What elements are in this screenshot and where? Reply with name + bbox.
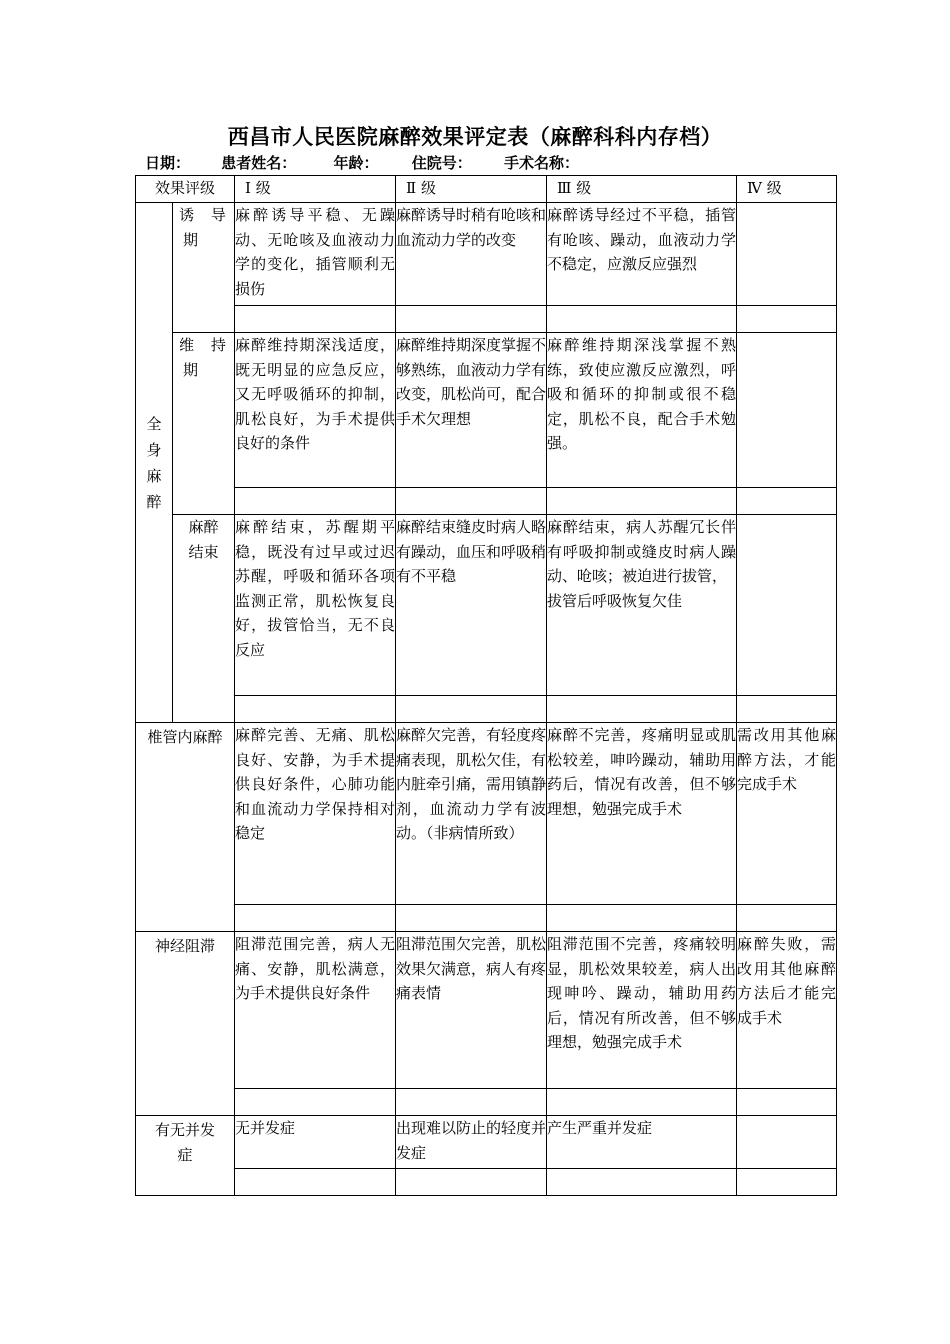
cell-complication-l4 bbox=[737, 1116, 837, 1169]
blank-cell bbox=[547, 488, 737, 515]
cell-maintenance-l3: 麻醉维持期深浅掌握不熟练，致使应激反应激烈，呼吸和循环的抑制或很不稳定，肌松不良，配合手术勉强。 bbox=[547, 333, 737, 488]
patient-name-label: 患者姓名： bbox=[221, 154, 297, 172]
surgery-name-label: 手术名称： bbox=[504, 154, 580, 172]
blank-cell bbox=[737, 905, 837, 932]
general-char: 全 bbox=[146, 414, 162, 433]
date-label: 日期： bbox=[145, 154, 191, 172]
complication-label: 有无并发症 bbox=[136, 1116, 235, 1196]
general-char: 麻 bbox=[146, 466, 162, 485]
blank-cell bbox=[235, 1169, 396, 1196]
table-row bbox=[136, 333, 837, 488]
cell-complication-l2: 出现难以防止的轻度并发症 bbox=[396, 1116, 547, 1169]
blank-row bbox=[136, 905, 837, 932]
cell-end-l4 bbox=[737, 515, 837, 696]
table-row bbox=[136, 723, 837, 905]
blank-cell bbox=[235, 306, 396, 333]
form-meta-line bbox=[145, 153, 609, 173]
blank-cell bbox=[396, 488, 547, 515]
blank-cell bbox=[396, 1089, 547, 1116]
header-level-2: Ⅱ 级 bbox=[396, 176, 547, 203]
blank-cell bbox=[737, 306, 837, 333]
blank-cell bbox=[235, 488, 396, 515]
blank-cell bbox=[737, 696, 837, 723]
cell-end-l3-part1: 麻醉结束，病人苏醒冗长伴有呼吸抑制或缝皮时病人躁动、呛咳；被迫进行拔管， bbox=[547, 518, 737, 585]
blank-cell bbox=[547, 696, 737, 723]
cell-nerve-l2: 阻滞范围欠完善，肌松效果欠满意，病人有疼痛表情 bbox=[396, 932, 547, 1089]
table-row bbox=[136, 515, 837, 696]
phase-label-line: 维 持 bbox=[179, 336, 232, 354]
cell-complication-l1: 无并发症 bbox=[235, 1116, 396, 1169]
table-row bbox=[136, 932, 837, 1089]
general-anesthesia-label bbox=[136, 203, 173, 723]
cell-complication-l3: 产生严重并发症 bbox=[547, 1116, 737, 1169]
spinal-anesthesia-label: 椎管内麻醉 bbox=[136, 723, 235, 932]
blank-row bbox=[136, 696, 837, 723]
phase-label-line: 期 bbox=[183, 230, 199, 249]
cell-nerve-l3: 阻滞范围不完善，疼痛较明显，肌松效果较差，病人出现呻吟、躁动，辅助用药后，情况有所改善，但不够理想，勉强完成手术 bbox=[547, 932, 737, 1089]
admission-number-label: 住院号： bbox=[411, 154, 472, 172]
cell-induction-l2: 麻醉诱导时稍有呛咳和血流动力学的改变 bbox=[396, 203, 547, 306]
cell-end-l2: 麻醉结束缝皮时病人略有躁动，血压和呼吸稍有不平稳 bbox=[396, 515, 547, 696]
blank-cell bbox=[547, 1169, 737, 1196]
blank-row bbox=[136, 1089, 837, 1116]
cell-spinal-l1: 麻醉完善、无痛、肌松良好、安静，为手术提供良好条件，心肺功能和血流动力学保持相对稳定 bbox=[235, 723, 396, 905]
general-char: 醉 bbox=[146, 492, 162, 511]
blank-cell bbox=[547, 1089, 737, 1116]
header-level-3: Ⅲ 级 bbox=[547, 176, 737, 203]
blank-cell bbox=[396, 1169, 547, 1196]
blank-cell bbox=[547, 306, 737, 333]
blank-cell bbox=[235, 1089, 396, 1116]
cell-end-l3-part2: 拔管后呼吸恢复欠佳 bbox=[547, 591, 683, 610]
table-row bbox=[136, 1116, 837, 1169]
header-rating: 效果评级 bbox=[136, 176, 235, 203]
cell-nerve-l4: 麻醉失败，需改用其他麻醉方法后才能完成手术 bbox=[737, 932, 837, 1089]
cell-nerve-l1: 阻滞范围完善，病人无痛、安静，肌松满意，为手术提供良好条件 bbox=[235, 932, 396, 1089]
cell-end-l3 bbox=[547, 515, 737, 696]
cell-maintenance-l1: 麻醉维持期深浅适度，既无明显的应急反应，又无呼吸循环的抑制，肌松良好，为手术提供良好的条件 bbox=[235, 333, 396, 488]
cell-spinal-l3: 麻醉不完善，疼痛明显或肌松较差，呻吟躁动，辅助用药后，情况有改善，但不够理想，勉强完成手术 bbox=[547, 723, 737, 905]
cell-maintenance-l4 bbox=[737, 333, 837, 488]
blank-cell bbox=[737, 1089, 837, 1116]
blank-cell bbox=[396, 905, 547, 932]
evaluation-table bbox=[135, 175, 837, 1196]
blank-cell bbox=[235, 696, 396, 723]
cell-end-l1: 麻醉结束，苏醒期平稳，既没有过早或过迟苏醒，呼吸和循环各项监测正常，肌松恢复良好，拔管恰当，无不良反应 bbox=[235, 515, 396, 696]
nerve-block-label: 神经阻滞 bbox=[136, 932, 235, 1116]
blank-row bbox=[136, 306, 837, 333]
general-char: 身 bbox=[146, 440, 162, 459]
cell-maintenance-l2: 麻醉维持期深度掌握不够熟练，血液动力学有改变，肌松尚可，配合手术欠理想 bbox=[396, 333, 547, 488]
age-label: 年龄： bbox=[333, 154, 379, 172]
table-row bbox=[136, 203, 837, 306]
phase-end-label bbox=[173, 515, 235, 723]
phase-label-line: 诱 导 bbox=[179, 206, 232, 224]
blank-row bbox=[136, 488, 837, 515]
cell-spinal-l4: 需改用其他麻醉方法，才能完成手术 bbox=[737, 723, 837, 905]
cell-induction-l4 bbox=[737, 203, 837, 306]
header-level-4: Ⅳ 级 bbox=[737, 176, 837, 203]
blank-cell bbox=[235, 905, 396, 932]
phase-label-line: 结束 bbox=[188, 542, 219, 561]
phase-maintenance-label bbox=[173, 333, 235, 515]
blank-cell bbox=[396, 306, 547, 333]
phase-label-line: 期 bbox=[183, 360, 199, 379]
header-level-1: Ⅰ 级 bbox=[235, 176, 396, 203]
form-title: 西昌市人民医院麻醉效果评定表（麻醉科科内存档） bbox=[227, 125, 723, 149]
blank-cell bbox=[396, 696, 547, 723]
blank-cell bbox=[737, 1169, 837, 1196]
phase-induction-label bbox=[173, 203, 235, 333]
cell-induction-l1: 麻醉诱导平稳、无躁动、无呛咳及血液动力学的变化，插管顺利无损伤 bbox=[235, 203, 396, 306]
blank-cell bbox=[547, 905, 737, 932]
cell-spinal-l2: 麻醉欠完善，有轻度疼痛表现，肌松欠佳，有内脏牵引痛，需用镇静剂，血流动力学有波动。（非病情所致） bbox=[396, 723, 547, 905]
cell-induction-l3: 麻醉诱导经过不平稳，插管有呛咳、躁动，血液动力学不稳定，应激反应强烈 bbox=[547, 203, 737, 306]
blank-row bbox=[136, 1169, 837, 1196]
blank-cell bbox=[737, 488, 837, 515]
phase-label-line: 麻醉 bbox=[188, 518, 219, 536]
header-row bbox=[136, 176, 837, 203]
